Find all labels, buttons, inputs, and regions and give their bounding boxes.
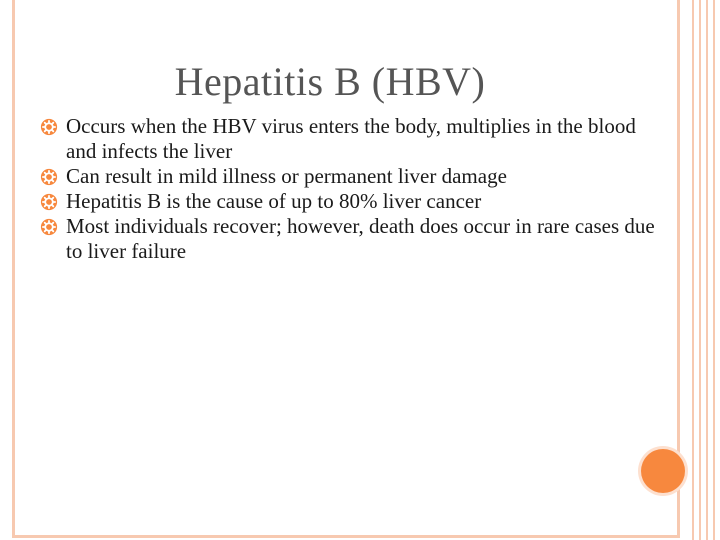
gear-bullet-icon bbox=[40, 193, 58, 211]
gear-bullet-icon bbox=[40, 218, 58, 236]
bullet-text: Most individuals recover; however, death does occur in rare cases due to liver failure bbox=[66, 214, 655, 263]
slide-title: Hepatitis B (HBV) bbox=[174, 59, 486, 104]
gear-bullet-icon bbox=[40, 118, 58, 136]
gear-bullet-icon bbox=[40, 168, 58, 186]
bullet-item bbox=[40, 114, 670, 164]
decorative-rail bbox=[692, 0, 694, 540]
decorative-orange-circle bbox=[641, 449, 685, 493]
bullet-item bbox=[40, 214, 670, 264]
decorative-rail bbox=[706, 0, 708, 540]
bullet-list bbox=[40, 114, 670, 264]
bullet-text: Hepatitis B is the cause of up to 80% liver cancer bbox=[66, 189, 482, 213]
decorative-rail bbox=[713, 0, 715, 540]
bullet-text: Can result in mild illness or permanent liver damage bbox=[66, 164, 507, 188]
bullet-item bbox=[40, 189, 670, 214]
bullet-item bbox=[40, 164, 670, 189]
decorative-rail bbox=[699, 0, 701, 540]
bullet-text: Occurs when the HBV virus enters the body, multiplies in the blood and infects the liver bbox=[66, 114, 636, 163]
